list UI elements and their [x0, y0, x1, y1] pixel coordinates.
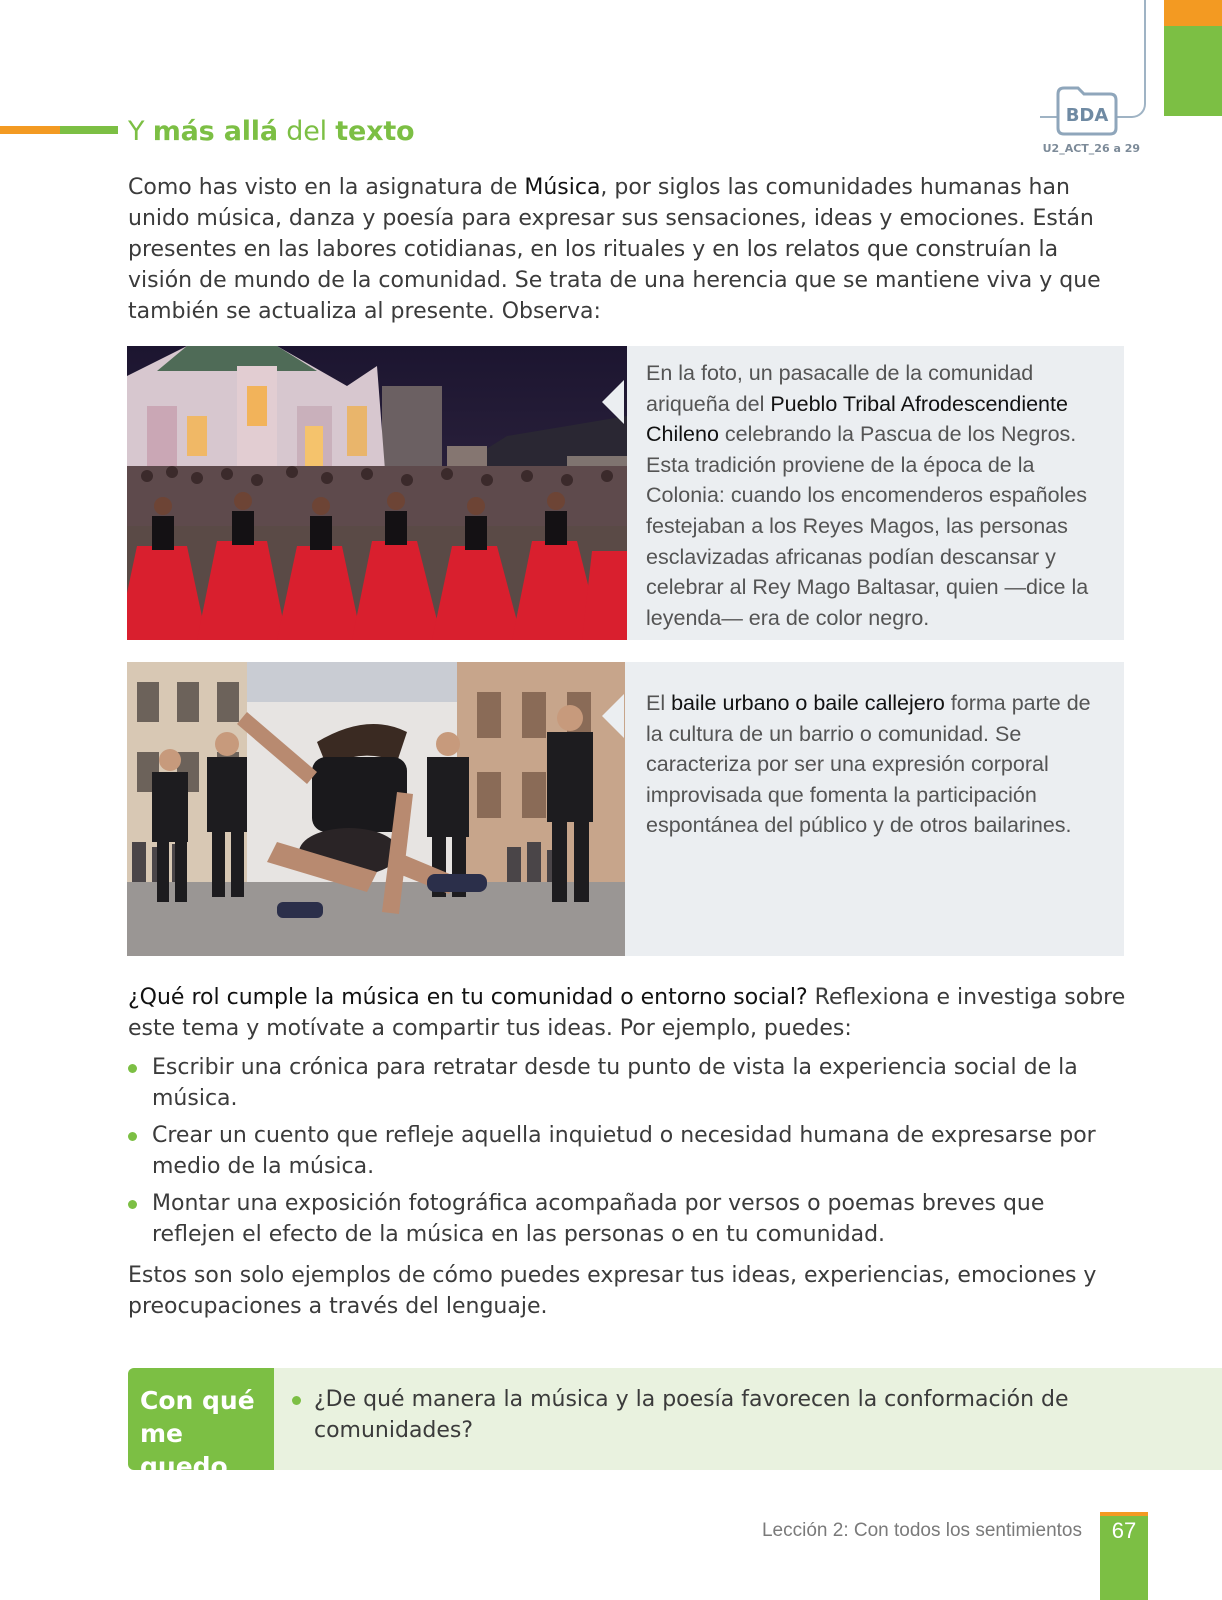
bullet-dot-icon — [128, 1064, 137, 1073]
bullet-dot-icon — [292, 1396, 301, 1405]
list-item: Crear un cuento que refleje aquella inquietud o necesidad humana de expresarse por medio de la música. — [128, 1120, 1128, 1182]
folder-icon — [1054, 84, 1120, 136]
section-title: Y más allá del texto — [128, 116, 415, 147]
corner-green-tab — [1164, 26, 1222, 116]
closing-paragraph: Estos son solo ejemplos de cómo puedes expresar tus ideas, experiencias, emociones y preocupaciones a través del lenguaje. — [128, 1263, 1097, 1319]
page-number: 67 — [1111, 1518, 1137, 1543]
header-bar-green — [60, 126, 118, 134]
caption-pointer-1 — [602, 380, 624, 424]
caption-baile-urbano: El baile urbano o baile callejero forma parte de la cultura de un barrio o comunidad. Se caracteriza por ser una expresión corporal improvisada que fomenta la participación espontánea del público y de otros bailarines. — [646, 691, 1091, 838]
corner-orange-tab — [1164, 0, 1222, 26]
caption-pointer-2 — [602, 694, 624, 738]
con-que-me-quedo-question: ¿De qué manera la música y la poesía favorecen la conformación de comunidades? — [314, 1387, 1069, 1443]
caption-pasacalle: En la foto, un pasacalle de la comunidad ariqueña del Pueblo Tribal Afrodescendiente Chileno celebrando la Pascua de los Negros. Esta tradición proviene de la época de la Colonia: cuando los encomenderos españoles festejaban a los Reyes Magos, las personas esclavizadas africanas podían descansar y celebrar al Rey Mago Baltasar, quien —dice la leyenda— era de color negro. — [646, 361, 1089, 630]
list-item: Montar una exposición fotográfica acompañada por versos o poemas breves que reflejen el efecto de la música en las personas o en tu comunidad. — [128, 1188, 1128, 1250]
reflection-question: ¿Qué rol cumple la música en tu comunidad o entorno social? Reflexiona e investiga sobre este tema y motívate a compartir tus ideas. Por ejemplo, puedes: — [128, 985, 1126, 1041]
intro-paragraph: Como has visto en la asignatura de Música, por siglos las comunidades humanas han unido música, danza y poesía para expresar sus sensaciones, ideas y emociones. Están presentes en las labores cotidianas, en los rituales y en los relatos que construían la visión de mundo de la comunidad. Se trata de una herencia que se mantiene viva y que también se actualiza al presente. Observa: — [128, 175, 1101, 324]
photo-baile-urbano — [127, 662, 625, 956]
activity-list — [128, 1052, 1128, 1256]
header-bar-orange — [0, 126, 60, 134]
con-que-me-quedo-label: Con qué me quedo — [140, 1386, 255, 1481]
bda-activity-code: U2_ACT_26 a 29 — [1042, 142, 1140, 155]
footer-lesson-title: Lección 2: Con todos los sentimientos — [761, 1520, 1082, 1541]
photo-pasacalle — [127, 346, 627, 640]
bda-label: BDA — [1065, 105, 1109, 126]
bullet-dot-icon — [128, 1132, 137, 1141]
list-item: Escribir una crónica para retratar desde tu punto de vista la experiencia social de la música. — [128, 1052, 1128, 1114]
bullet-dot-icon — [128, 1200, 137, 1209]
bda-folder-icon[interactable] — [1054, 84, 1120, 136]
